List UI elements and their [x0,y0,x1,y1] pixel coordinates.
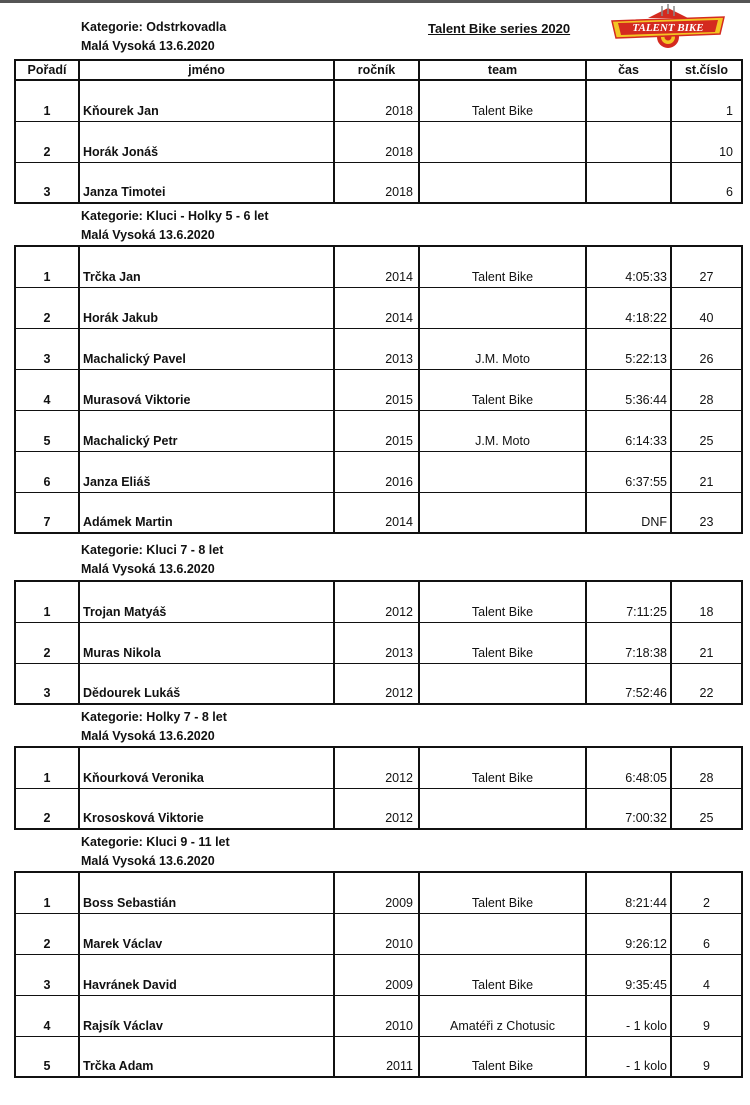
year-cell: 2014 [334,246,419,287]
team-cell [419,162,586,203]
results-table-2 [14,245,743,534]
table-row [15,162,742,203]
rank-cell: 4 [15,369,79,410]
section-1-labels [81,18,226,56]
name-cell: Murasová Viktorie [79,369,334,410]
rank-cell: 1 [15,581,79,622]
team-cell [419,492,586,533]
place-date-label: Malá Vysoká 13.6.2020 [81,228,215,242]
logo-text: TALENT BIKE [632,22,704,34]
team-cell [419,663,586,704]
document-title: Talent Bike series 2020 [428,21,571,36]
section-5-labels [81,833,230,871]
time-cell: 4:05:33 [586,246,671,287]
column-header-rank: Pořadí [15,60,79,80]
start-number-cell: 9 [671,995,742,1036]
team-cell: Talent Bike [419,954,586,995]
team-cell: J.M. Moto [419,410,586,451]
name-cell: Rajsík Václav [79,995,334,1036]
time-cell: 6:37:55 [586,451,671,492]
rank-cell: 2 [15,121,79,162]
team-cell [419,121,586,162]
team-cell: Talent Bike [419,369,586,410]
team-cell: Talent Bike [419,80,586,121]
category-label: Kategorie: Kluci 9 - 11 let [81,835,230,849]
year-cell: 2012 [334,747,419,788]
table-row [15,369,742,410]
table-row [15,622,742,663]
time-cell [586,162,671,203]
start-number-cell: 26 [671,328,742,369]
time-cell: 7:11:25 [586,581,671,622]
section-3-labels [81,541,223,579]
table-row [15,451,742,492]
year-cell: 2014 [334,492,419,533]
team-cell [419,913,586,954]
team-cell: J.M. Moto [419,328,586,369]
time-cell: 9:26:12 [586,913,671,954]
time-cell [586,80,671,121]
name-cell: Trčka Adam [79,1036,334,1077]
table-row [15,954,742,995]
team-cell: Talent Bike [419,246,586,287]
start-number-cell: 6 [671,162,742,203]
start-number-cell: 28 [671,369,742,410]
section-4-labels [81,708,227,746]
rank-cell: 1 [15,872,79,913]
time-cell: - 1 kolo [586,1036,671,1077]
year-cell: 2009 [334,954,419,995]
table-row [15,246,742,287]
name-cell: Machalický Pavel [79,328,334,369]
start-number-cell: 4 [671,954,742,995]
section-2-labels [81,207,269,245]
category-label: Kategorie: Kluci 7 - 8 let [81,543,224,557]
name-cell: Kňourková Veronika [79,747,334,788]
team-cell: Talent Bike [419,872,586,913]
team-cell: Talent Bike [419,622,586,663]
time-cell: 4:18:22 [586,287,671,328]
table-row [15,913,742,954]
table-row [15,410,742,451]
year-cell: 2009 [334,872,419,913]
start-number-cell: 28 [671,747,742,788]
rank-cell: 6 [15,451,79,492]
column-header-name: jméno [79,60,334,80]
table-row [15,287,742,328]
start-number-cell: 18 [671,581,742,622]
time-cell: - 1 kolo [586,995,671,1036]
name-cell: Muras Nikola [79,622,334,663]
team-cell [419,287,586,328]
rank-cell: 5 [15,1036,79,1077]
team-cell: Talent Bike [419,581,586,622]
top-border [0,0,750,3]
name-cell: Trčka Jan [79,246,334,287]
category-label: Kategorie: Holky 7 - 8 let [81,710,227,724]
rank-cell: 1 [15,246,79,287]
table-row [15,995,742,1036]
table-row [15,747,742,788]
year-cell: 2013 [334,622,419,663]
place-date-label: Malá Vysoká 13.6.2020 [81,729,215,743]
name-cell: Machalický Petr [79,410,334,451]
rank-cell: 4 [15,995,79,1036]
start-number-cell: 25 [671,410,742,451]
table-row [15,328,742,369]
time-cell: 7:00:32 [586,788,671,829]
year-cell: 2015 [334,369,419,410]
team-cell: Talent Bike [419,1036,586,1077]
results-table-1 [14,59,743,204]
column-header-number: st.číslo [671,60,742,80]
place-date-label: Malá Vysoká 13.6.2020 [81,854,215,868]
name-cell: Adámek Martin [79,492,334,533]
start-number-cell: 10 [671,121,742,162]
year-cell: 2012 [334,663,419,704]
column-header-time: čas [586,60,671,80]
start-number-cell: 23 [671,492,742,533]
start-number-cell: 9 [671,1036,742,1077]
rank-cell: 3 [15,162,79,203]
results-table-3 [14,580,743,705]
place-date-label: Malá Vysoká 13.6.2020 [81,562,215,576]
table-row [15,492,742,533]
year-cell: 2011 [334,1036,419,1077]
rank-cell: 2 [15,788,79,829]
rank-cell: 3 [15,328,79,369]
place-date-label: Malá Vysoká 13.6.2020 [81,39,215,53]
year-cell: 2016 [334,451,419,492]
results-table-5 [14,871,743,1078]
year-cell: 2010 [334,913,419,954]
start-number-cell: 25 [671,788,742,829]
start-number-cell: 1 [671,80,742,121]
rank-cell: 2 [15,622,79,663]
name-cell: Kňourek Jan [79,80,334,121]
time-cell: 7:52:46 [586,663,671,704]
year-cell: 2018 [334,162,419,203]
results-table-4 [14,746,743,830]
year-cell: 2018 [334,80,419,121]
year-cell: 2012 [334,788,419,829]
table-header-row [15,60,742,80]
table-row [15,663,742,704]
time-cell [586,121,671,162]
year-cell: 2015 [334,410,419,451]
name-cell: Horák Jonáš [79,121,334,162]
start-number-cell: 40 [671,287,742,328]
name-cell: Janza Timotei [79,162,334,203]
table-row [15,1036,742,1077]
name-cell: Trojan Matyáš [79,581,334,622]
name-cell: Dědourek Lukáš [79,663,334,704]
time-cell: 6:48:05 [586,747,671,788]
year-cell: 2010 [334,995,419,1036]
rank-cell: 2 [15,913,79,954]
name-cell: Krososková Viktorie [79,788,334,829]
table-row [15,872,742,913]
time-cell: 6:14:33 [586,410,671,451]
name-cell: Boss Sebastián [79,872,334,913]
talent-bike-logo [610,4,726,50]
start-number-cell: 21 [671,451,742,492]
name-cell: Janza Eliáš [79,451,334,492]
name-cell: Havránek David [79,954,334,995]
rank-cell: 3 [15,954,79,995]
table-row [15,788,742,829]
time-cell: 5:36:44 [586,369,671,410]
year-cell: 2012 [334,581,419,622]
time-cell: DNF [586,492,671,533]
start-number-cell: 22 [671,663,742,704]
time-cell: 7:18:38 [586,622,671,663]
team-cell [419,788,586,829]
year-cell: 2014 [334,287,419,328]
time-cell: 5:22:13 [586,328,671,369]
table-row [15,121,742,162]
start-number-cell: 27 [671,246,742,287]
start-number-cell: 6 [671,913,742,954]
team-cell: Amatéři z Chotusic [419,995,586,1036]
table-row [15,581,742,622]
table-row [15,80,742,121]
rank-cell: 2 [15,287,79,328]
name-cell: Marek Václav [79,913,334,954]
name-cell: Horák Jakub [79,287,334,328]
year-cell: 2013 [334,328,419,369]
rank-cell: 1 [15,80,79,121]
rank-cell: 3 [15,663,79,704]
team-cell [419,451,586,492]
rank-cell: 1 [15,747,79,788]
category-label: Kategorie: Kluci - Holky 5 - 6 let [81,209,269,223]
rank-cell: 7 [15,492,79,533]
time-cell: 8:21:44 [586,872,671,913]
category-label: Kategorie: Odstrkovadla [81,20,227,34]
start-number-cell: 2 [671,872,742,913]
team-cell: Talent Bike [419,747,586,788]
year-cell: 2018 [334,121,419,162]
time-cell: 9:35:45 [586,954,671,995]
rank-cell: 5 [15,410,79,451]
column-header-year: ročník [334,60,419,80]
column-header-team: team [419,60,586,80]
start-number-cell: 21 [671,622,742,663]
